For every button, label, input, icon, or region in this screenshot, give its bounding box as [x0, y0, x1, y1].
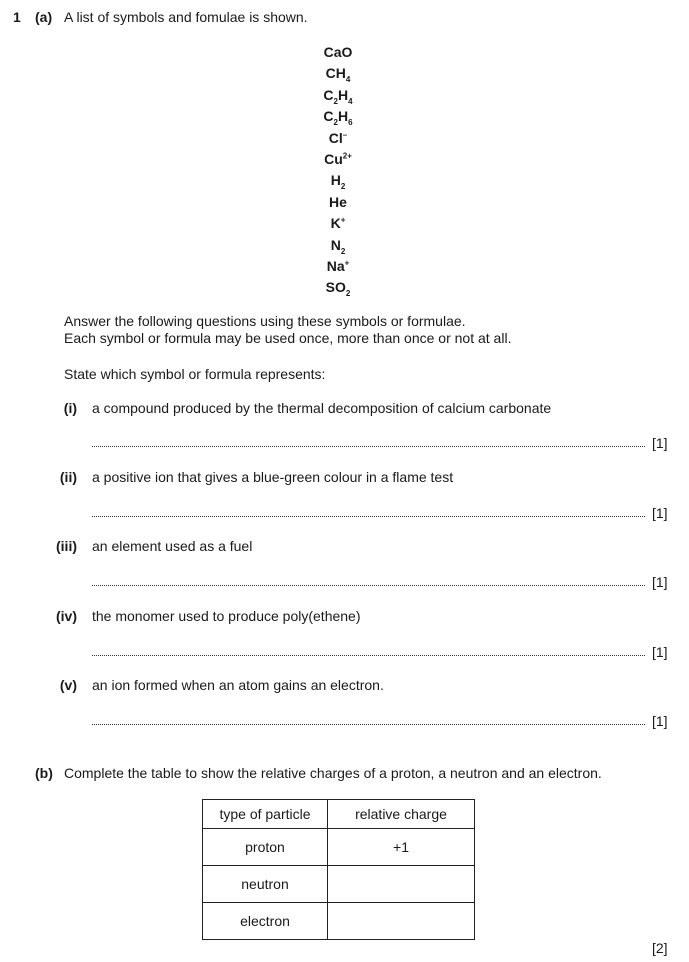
subquestion-label: (iv)	[56, 608, 77, 624]
symbol-item: $SO_2$	[325, 279, 351, 299]
subquestion-text: a positive ion that gives a blue-green colour in a flame test	[92, 469, 454, 485]
mark-allocation: [1]	[652, 574, 668, 590]
symbol-item: CaO	[323, 44, 353, 60]
subquestion-text: an element used as a fuel	[92, 538, 253, 554]
symbol-item: $C_2H_4$	[323, 86, 353, 106]
mark-allocation: [1]	[652, 644, 668, 660]
charge-cell: +1	[328, 829, 475, 866]
answer-line[interactable]	[92, 585, 645, 586]
charge-answer-cell[interactable]	[328, 903, 475, 940]
symbol-item: Cl–	[328, 129, 348, 146]
symbol-list	[288, 42, 388, 299]
symbol-item: He	[329, 193, 347, 210]
answer-line[interactable]	[92, 655, 645, 656]
subquestion-text: a compound produced by the thermal decomposition of calcium carbonate	[92, 400, 552, 416]
table-header: relative charge	[328, 800, 475, 829]
answer-line[interactable]	[92, 446, 645, 447]
charge-answer-cell[interactable]	[328, 866, 475, 903]
subquestion-label: (ii)	[59, 469, 77, 485]
subquestion-label: (v)	[59, 677, 77, 693]
subquestion-label: (i)	[63, 400, 77, 416]
instruction-prompt: State which symbol or formula represents:	[64, 366, 326, 382]
symbol-item: $H_2$	[330, 172, 346, 192]
subquestion-text: an ion formed when an atom gains an electron.	[92, 677, 384, 693]
particle-name-cell: electron	[203, 903, 328, 940]
symbol-item: $Cu^{2+}$	[324, 150, 352, 167]
table-header: type of particle	[203, 800, 328, 829]
symbol-item: $CH_4$	[325, 65, 351, 85]
mark-allocation: [1]	[652, 713, 668, 729]
subquestion-text: the monomer used to produce poly(ethene)	[92, 608, 361, 624]
question-number: 1	[13, 9, 21, 25]
instruction-line-2: Each symbol or formula may be used once, more than once or not at all.	[64, 330, 512, 346]
part-a-label: (a)	[35, 9, 53, 25]
symbol-item: $C_2H_6$	[323, 108, 353, 127]
particle-name-cell: proton	[203, 829, 328, 866]
table-row	[203, 829, 475, 866]
symbol-item: Na+	[326, 257, 350, 274]
instruction-line-1: Answer the following questions using these symbols or formulae.	[64, 313, 466, 329]
symbol-item: $N_2$	[330, 236, 346, 256]
subquestion-label: (iii)	[56, 538, 77, 554]
table-header-row	[203, 800, 475, 829]
mark-allocation: [1]	[652, 435, 668, 451]
symbol-item: K+	[330, 215, 346, 232]
answer-line[interactable]	[92, 724, 645, 725]
part-b-mark: [2]	[652, 940, 668, 956]
part-b-text: Complete the table to show the relative charges of a proton, a neutron and an electron.	[64, 765, 602, 781]
table-row	[203, 903, 475, 940]
part-a-intro: A list of symbols and fomulae is shown.	[64, 9, 308, 25]
answer-line[interactable]	[92, 516, 645, 517]
particle-name-cell: neutron	[203, 866, 328, 903]
particle-charge-table	[202, 799, 475, 940]
part-b-label: (b)	[35, 765, 53, 781]
table-row	[203, 866, 475, 903]
mark-allocation: [1]	[652, 505, 668, 521]
